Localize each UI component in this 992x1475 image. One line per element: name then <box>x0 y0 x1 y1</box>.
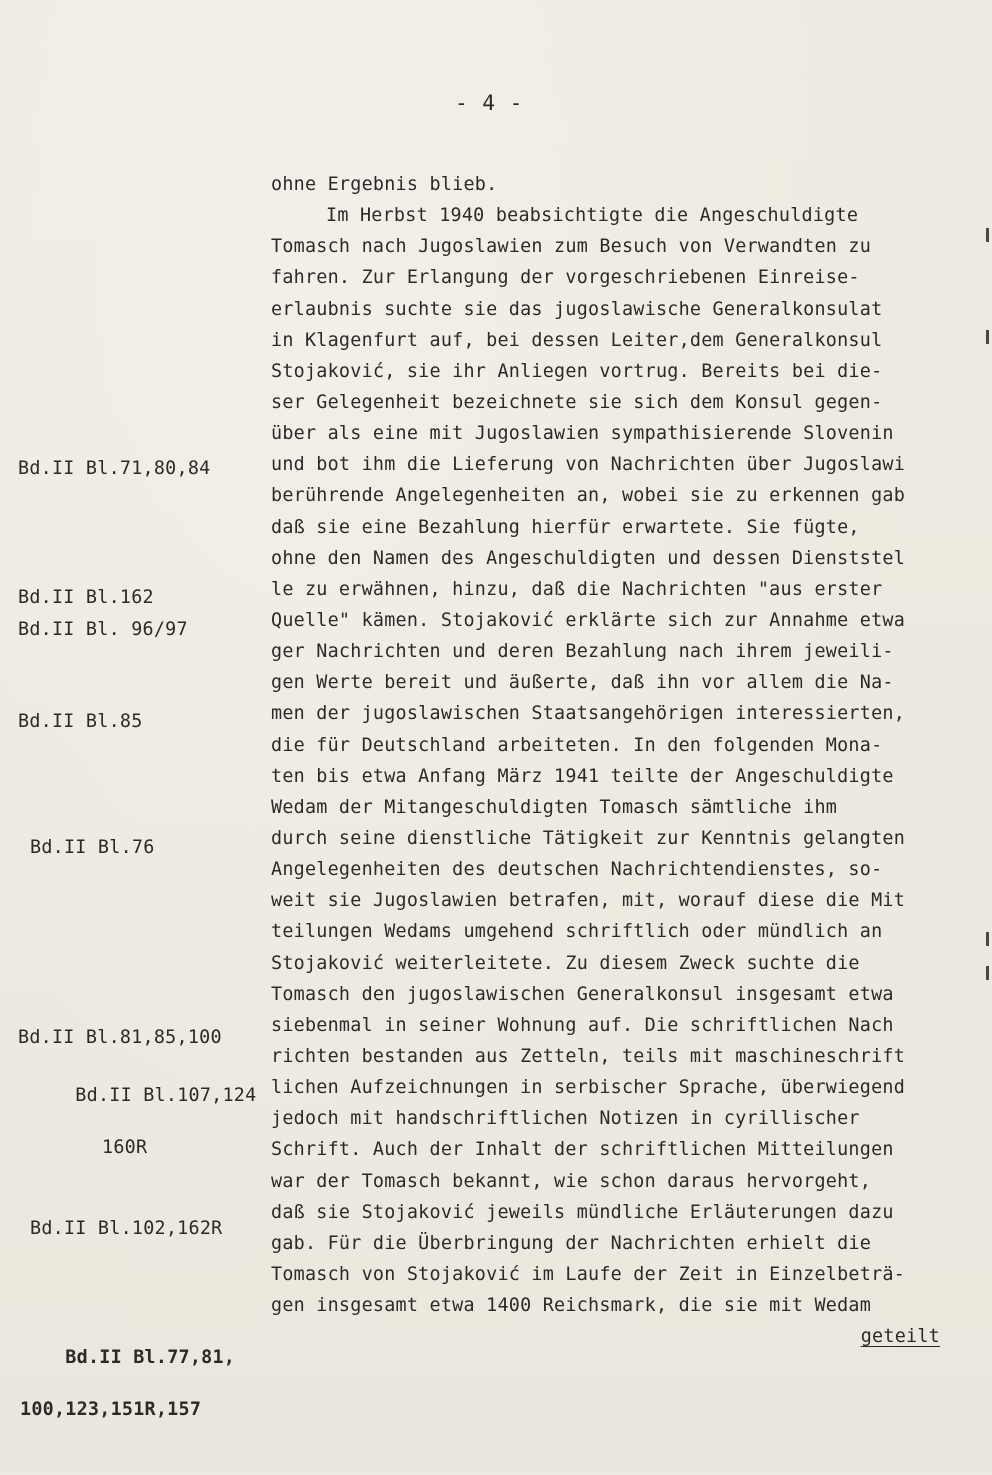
margin-reference-line: 100,123,151R,157 <box>20 1399 202 1420</box>
body-line: Tomasch von Stojaković im Laufe der Zeit in Einzelbeträ- <box>271 1263 906 1285</box>
body-line: daß sie Stojaković jeweils mündliche Erläuterungen dazu <box>271 1201 894 1223</box>
body-line: gab. Für die Überbringung der Nachrichten erhielt die <box>271 1232 872 1254</box>
body-line: Im Herbst 1940 beabsichtigte die Angeschuldigte <box>326 205 859 227</box>
body-line-closing <box>271 1321 992 1352</box>
body-line: ser Gelegenheit bezeichnete sie sich dem Konsul gegen- <box>271 391 883 413</box>
body-line: gen insgesamt etwa 1400 Reichsmark, die sie mit Wedam <box>271 1295 872 1317</box>
body-line: ohne den Namen des Angeschuldigten und dessen Dienststel <box>271 547 906 569</box>
body-line: daß sie eine Bezahlung hierfür erwartete. Sie fügte, <box>271 516 860 538</box>
body-line: siebenmal in seiner Wohnung auf. Die schriftlichen Nach <box>271 1014 894 1036</box>
body-line: gen Werte bereit und äußerte, daß ihn vor allem die Na- <box>271 672 894 694</box>
margin-reference-line: Bd.II Bl.107,124 <box>75 1085 257 1106</box>
body-text <box>271 169 992 1352</box>
margin-reference: Bd.II Bl.85 <box>18 711 143 732</box>
margin-reference <box>30 1057 280 1213</box>
body-line: berührende Angelegenheiten an, wobei sie zu erkennen gab <box>271 485 906 507</box>
edge-mark <box>986 932 989 946</box>
body-line: lichen Aufzeichnungen in serbischer Sprache, überwiegend <box>271 1077 906 1099</box>
page-number: - 4 - <box>455 91 524 115</box>
body-line: Schrift. Auch der Inhalt der schriftlichen Mitteilungen <box>271 1139 894 1161</box>
edge-mark <box>986 330 989 344</box>
body-line: Quelle" kämen. Stojaković erklärte sich zur Annahme etwa <box>271 609 906 631</box>
margin-reference: Bd.II Bl.76 <box>30 837 155 858</box>
body-line: und bot ihm die Lieferung von Nachrichten über Jugoslawi <box>271 454 906 476</box>
body-line: ohne Ergebnis blieb. <box>271 174 498 195</box>
body-line: richten bestanden aus Zetteln, teils mit maschineschrift <box>271 1045 906 1067</box>
body-line: in Klagenfurt auf, bei dessen Leiter,dem Generalkonsul <box>271 329 883 351</box>
body-line: ten bis etwa Anfang März 1941 teilte der Angeschuldigte <box>271 765 894 787</box>
body-line: fahren. Zur Erlangung der vorgeschriebenen Einreise- <box>271 267 860 289</box>
body-line: Tomasch den jugoslawischen Generalkonsul insgesamt etwa <box>271 983 894 1005</box>
body-line: weit sie Jugoslawien betrafen, mit, worauf diese die Mit <box>271 890 906 912</box>
body-line: durch seine dienstliche Tätigkeit zur Kenntnis gelangten <box>271 827 906 849</box>
margin-reference-line: Bd.II Bl.77,81, <box>65 1347 236 1368</box>
body-line: die für Deutschland arbeiteten. In den folgenden Mona- <box>271 734 883 756</box>
body-line: ger Nachrichten und deren Bezahlung nach ihrem jeweili- <box>271 641 894 663</box>
body-line: Wedam der Mitangeschuldigten Tomasch sämtliche ihm <box>271 796 838 818</box>
body-line: teilungen Wedams umgehend schriftlich oder mündlich an <box>271 921 883 943</box>
margin-reference-line: 160R <box>102 1137 148 1158</box>
margin-reference: Bd.II Bl.162 <box>18 587 154 608</box>
margin-reference <box>20 1319 270 1475</box>
body-line: Tomasch nach Jugoslawien zum Besuch von Verwandten zu <box>271 236 872 258</box>
margin-reference: Bd.II Bl.81,85,100 <box>18 1027 222 1048</box>
margin-reference: Bd.II Bl.71,80,84 <box>18 458 211 479</box>
body-line: men der jugoslawischen Staatsangehörigen interessierten, <box>271 703 906 725</box>
underlined-word: geteilt <box>860 1326 940 1348</box>
edge-mark <box>986 228 989 242</box>
body-line: jedoch mit handschriftlichen Notizen in cyrillischer <box>271 1108 860 1130</box>
body-line: Angelegenheiten des deutschen Nachrichtendienstes, so- <box>271 859 883 881</box>
body-line: Stojaković weiterleitete. Zu diesem Zweck suchte die <box>271 952 860 974</box>
body-line: erlaubnis suchte sie das jugoslawische Generalkonsulat <box>271 298 883 320</box>
margin-reference: Bd.II Bl.102,162R <box>30 1218 223 1239</box>
body-line: le zu erwähnen, hinzu, daß die Nachrichten "aus erster <box>271 578 883 600</box>
edge-mark <box>986 966 989 980</box>
body-line: Stojaković, sie ihr Anliegen vortrug. Bereits bei die- <box>271 360 883 382</box>
margin-reference: Bd.II Bl. 96/97 <box>18 619 188 640</box>
body-line: war der Tomasch bekannt, wie schon daraus hervorgeht, <box>271 1170 872 1192</box>
body-line: über als eine mit Jugoslawien sympathisierende Slovenin <box>271 423 894 445</box>
